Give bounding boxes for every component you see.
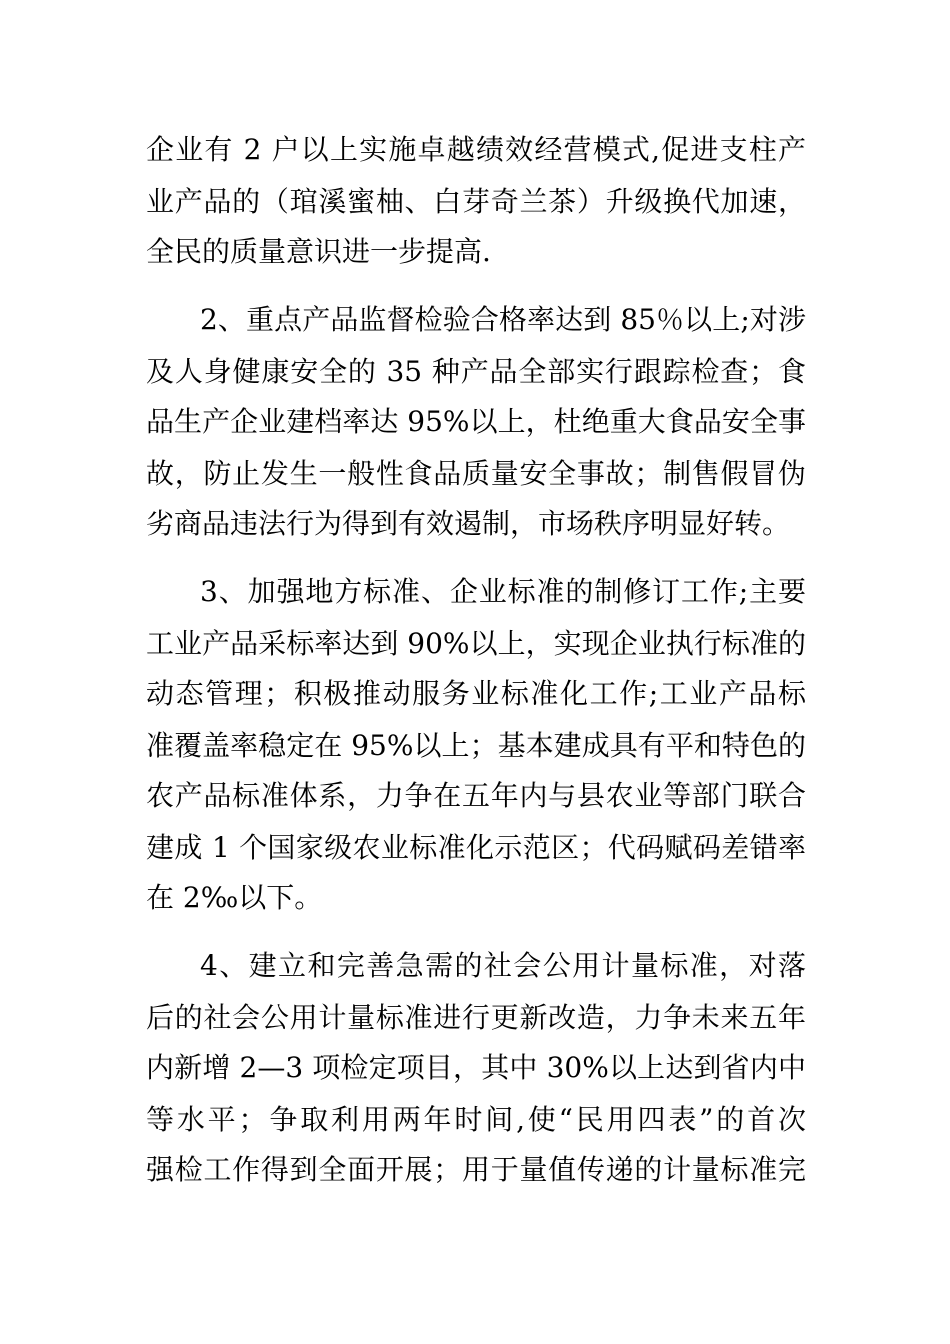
paragraph-4-line-5: 强检工作得到全面开展；用于量值传递的计量标准完 <box>146 1153 806 1186</box>
paragraph-1-line-2: 业产品的（琯溪蜜柚、白芽奇兰茶）升级换代加速， <box>146 185 806 218</box>
paragraph-2-line-3: 品生产企业建档率达 95%以上，杜绝重大食品安全事 <box>146 405 806 438</box>
paragraph-3-line-6: 建成 1 个国家级农业标准化示范区；代码赋码差错率 <box>146 831 806 864</box>
paragraph-2-line-4: 故，防止发生一般性食品质量安全事故；制售假冒伪 <box>146 457 806 490</box>
paragraph-3-line-3: 动态管理；积极推动服务业标准化工作;工业产品标 <box>146 677 806 710</box>
paragraph-3-line-2: 工业产品采标率达到 90%以上，实现企业执行标准的 <box>146 627 806 660</box>
paragraph-4-line-1: 4、建立和完善急需的社会公用计量标准，对落 <box>200 949 806 982</box>
paragraph-3-line-1: 3、加强地方标准、企业标准的制修订工作;主要 <box>200 575 806 608</box>
paragraph-4-line-3: 内新增 2—3 项检定项目，其中 30%以上达到省内中 <box>146 1051 806 1084</box>
paragraph-1-line-3: 全民的质量意识进一步提高. <box>146 235 491 268</box>
paragraph-3-line-7: 在 2‰以下。 <box>146 881 323 914</box>
paragraph-3-line-4: 准覆盖率稳定在 95%以上；基本建成具有平和特色的 <box>146 729 806 762</box>
paragraph-3-line-5: 农产品标准体系，力争在五年内与县农业等部门联合 <box>146 779 806 812</box>
paragraph-2-line-5: 劣商品违法行为得到有效遏制，市场秩序明显好转。 <box>146 507 791 540</box>
paragraph-2-line-2: 及人身健康安全的 35 种产品全部实行跟踪检查；食 <box>146 355 806 388</box>
paragraph-4-line-2: 后的社会公用计量标准进行更新改造，力争未来五年 <box>146 1001 806 1034</box>
paragraph-2-line-1: 2、重点产品监督检验合格率达到 85％以上;对涉 <box>200 303 806 336</box>
paragraph-1-line-1: 企业有 2 户以上实施卓越绩效经营模式,促进支柱产 <box>146 133 806 166</box>
paragraph-4-line-4: 等水平；争取利用两年时间,使“民用四表”的首次 <box>146 1103 806 1136</box>
